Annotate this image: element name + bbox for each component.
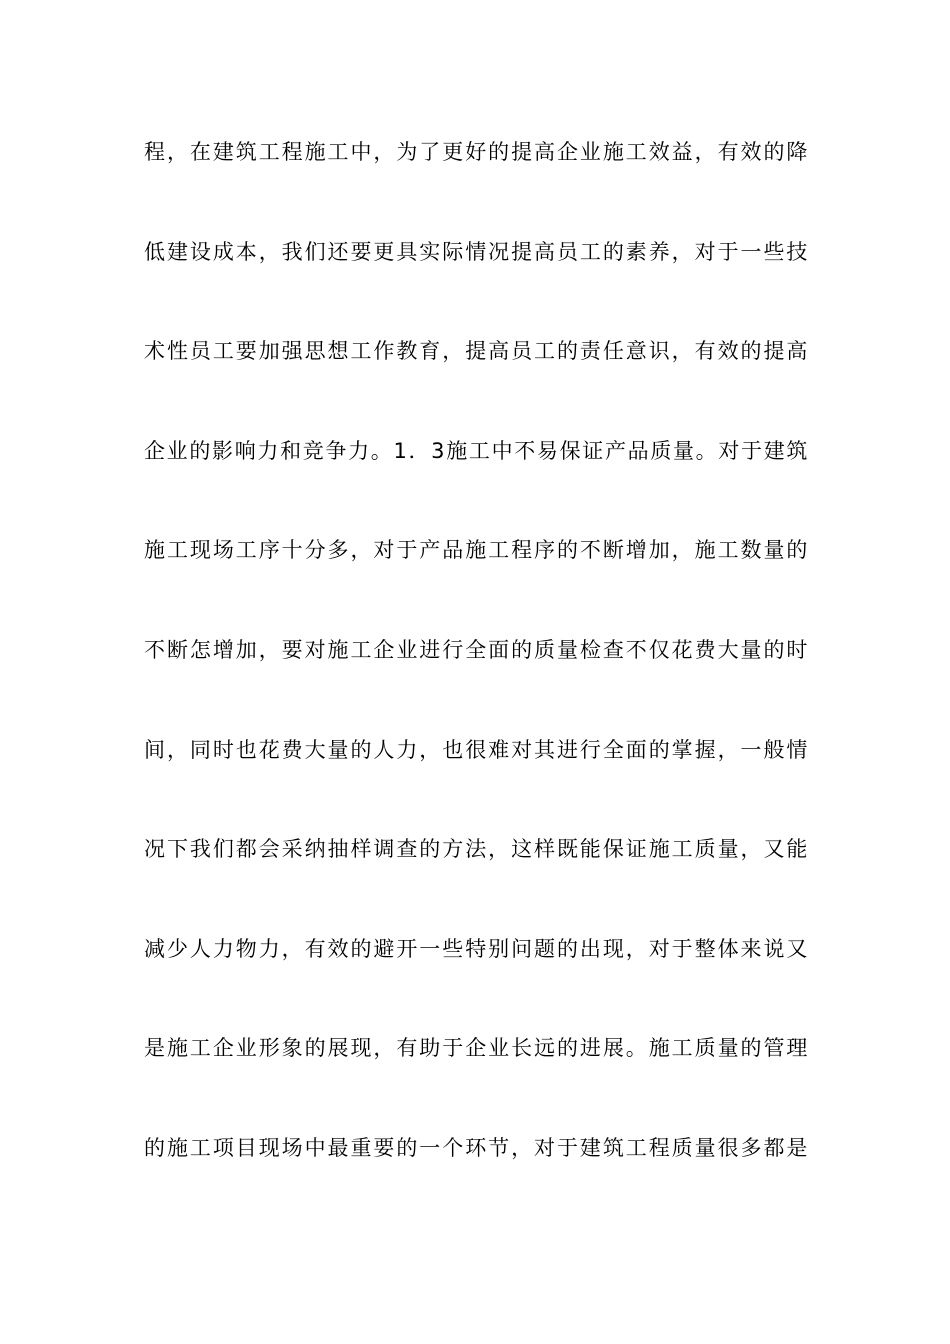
text-line-3: 术性员工要加强思想工作教育，提高员工的责任意识，有效的提高 [144,339,808,364]
text-line-11: 的施工项目现场中最重要的一个环节，对于建筑工程质量很多都是 [144,1135,808,1160]
text-line-10: 是施工企业形象的展现，有助于企业长远的进展。施工质量的管理 [144,1036,808,1061]
text-line-5: 施工现场工序十分多，对于产品施工程序的不断增加，施工数量的 [144,538,808,563]
text-line-2: 低建设成本，我们还要更具实际情况提高员工的素养，对于一些技 [144,239,808,264]
text-line-6: 不断怎增加，要对施工企业进行全面的质量检查不仅花费大量的时 [144,637,808,662]
text-line-7: 间，同时也花费大量的人力，也很难对其进行全面的掌握，一般情 [144,737,808,762]
text-line-4: 企业的影响力和竞争力。1．3施工中不易保证产品质量。对于建筑 [144,438,808,463]
text-line-9: 减少人力物力，有效的避开一些特别问题的出现，对于整体来说又 [144,936,808,961]
text-line-1: 程，在建筑工程施工中，为了更好的提高企业施工效益，有效的降 [144,140,808,164]
text-line-8: 况下我们都会采纳抽样调查的方法，这样既能保证施工质量，又能 [144,837,808,862]
body-text [144,130,808,1226]
